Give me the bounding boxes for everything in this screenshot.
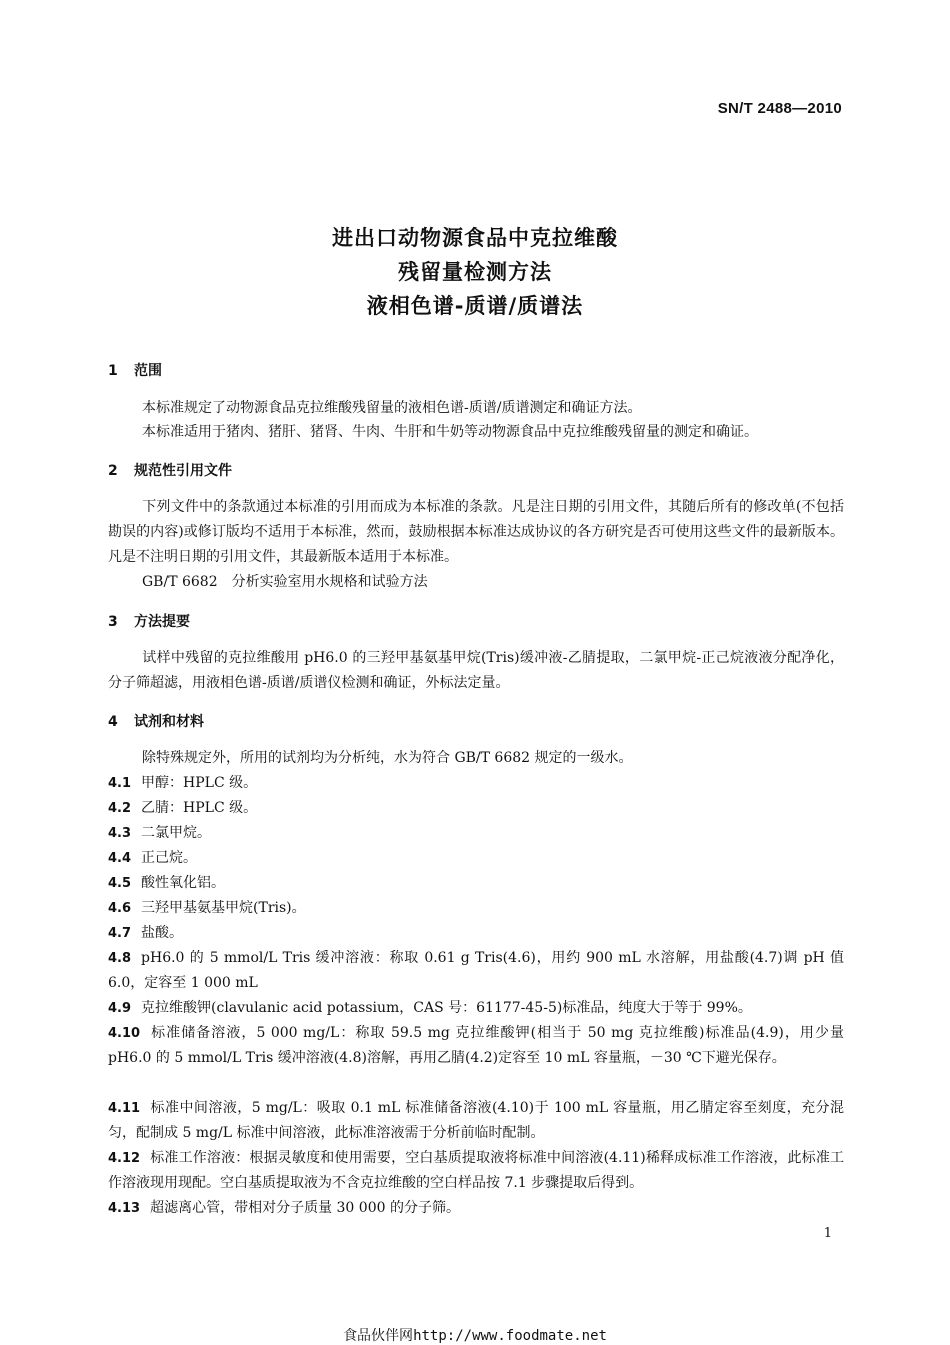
section-title: 方法提要 bbox=[134, 614, 190, 630]
list-item: 4.6 三羟甲基氨基甲烷(Tris)。 bbox=[108, 900, 306, 916]
list-item: 4.1 甲醇：HPLC 级。 bbox=[108, 775, 258, 791]
page-number: 1 bbox=[823, 1226, 832, 1241]
section-4-heading bbox=[108, 711, 204, 731]
section-title: 试剂和材料 bbox=[134, 714, 204, 730]
reference-entry: GB/T 6682 分析实验室用水规格和试验方法 bbox=[142, 574, 428, 590]
section-1-heading bbox=[108, 360, 162, 380]
standard-code: SN/T 2488—2010 bbox=[717, 100, 842, 117]
list-item: 4.5 酸性氧化铝。 bbox=[108, 875, 226, 891]
section-number: 4 bbox=[108, 714, 118, 730]
list-item: 4.10 标准储备溶液，5 000 mg/L：称取 59.5 mg 克拉维酸钾(相当于 50 mg 克拉维酸)标准品(4.9)，用少量 pH6.0 的 5 mmol/L Tris 缓冲溶液(4.8)溶解，再用乙腈(4.2)定容至 10 mL 容量瓶，－30 ℃下避光保存。 bbox=[108, 1025, 844, 1066]
document-title-line-1: 进出口动物源食品中克拉维酸 bbox=[332, 226, 618, 250]
list-item: 4.11 标准中间溶液，5 mg/L：吸取 0.1 mL 标准储备溶液(4.10)于 100 mL 容量瓶，用乙腈定容至刻度，充分混匀，配制成 5 mg/L 标准中间溶液，此标准溶液需于分析前临时配制。 bbox=[108, 1100, 844, 1141]
list-item: 4.12 标准工作溶液：根据灵敏度和使用需要，空白基质提取液将标准中间溶液(4.11)稀释成标准工作溶液，此标准工作溶液现用现配。空白基质提取液为不含克拉维酸的空白样品按 7.1 步骤提取后得到。 bbox=[108, 1150, 844, 1191]
list-item: 4.9 克拉维酸钾(clavulanic acid potassium，CAS 号：61177-45-5)标准品，纯度大于等于 99%。 bbox=[108, 1000, 752, 1016]
paragraph: 除特殊规定外，所用的试剂均为分析纯，水为符合 GB/T 6682 规定的一级水。 bbox=[142, 750, 633, 766]
list-item: 4.3 二氯甲烷。 bbox=[108, 825, 212, 841]
footer bbox=[0, 1325, 950, 1345]
paragraph: 本标准适用于猪肉、猪肝、猪肾、牛肉、牛肝和牛奶等动物源食品中克拉维酸残留量的测定和确证。 bbox=[142, 424, 758, 440]
list-item: 4.7 盐酸。 bbox=[108, 925, 184, 941]
section-number: 3 bbox=[108, 614, 118, 630]
section-number: 2 bbox=[108, 463, 118, 479]
section-title: 范围 bbox=[134, 363, 162, 379]
document-title-line-2: 残留量检测方法 bbox=[398, 260, 552, 284]
paragraph: 试样中残留的克拉维酸用 pH6.0 的三羟甲基氨基甲烷(Tris)缓冲液-乙腈提取，二氯甲烷-正己烷液液分配净化，分子筛超滤，用液相色谱-质谱/质谱仪检测和确证，外标法定量。 bbox=[108, 650, 844, 691]
paragraph: 下列文件中的条款通过本标准的引用而成为本标准的条款。凡是注日期的引用文件，其随后所有的修改单(不包括勘误的内容)或修订版均不适用于本标准，然而，鼓励根据本标准达成协议的各方研究是否可使用这些文件的最新版本。凡是不注明日期的引用文件，其最新版本适用于本标准。 bbox=[108, 499, 844, 565]
section-number: 1 bbox=[108, 363, 118, 379]
list-item: 4.13 超滤离心管，带相对分子质量 30 000 的分子筛。 bbox=[108, 1200, 460, 1216]
paragraph: 本标准规定了动物源食品克拉维酸残留量的液相色谱-质谱/质谱测定和确证方法。 bbox=[142, 400, 642, 416]
list-item: 4.4 正己烷。 bbox=[108, 850, 198, 866]
document-title-line-3: 液相色谱-质谱/质谱法 bbox=[366, 294, 584, 318]
section-3-heading bbox=[108, 611, 190, 631]
footer-url-link[interactable]: http://www.foodmate.net bbox=[413, 1328, 607, 1344]
section-2-heading bbox=[108, 460, 232, 480]
section-title: 规范性引用文件 bbox=[134, 463, 232, 479]
list-item: 4.2 乙腈：HPLC 级。 bbox=[108, 800, 258, 816]
footer-site-name: 食品伙伴网 bbox=[343, 1328, 414, 1344]
list-item: 4.8 pH6.0 的 5 mmol/L Tris 缓冲溶液：称取 0.61 g Tris(4.6)，用约 900 mL 水溶解，用盐酸(4.7)调 pH 值 6.0，定容至 1 000 mL bbox=[108, 950, 844, 991]
